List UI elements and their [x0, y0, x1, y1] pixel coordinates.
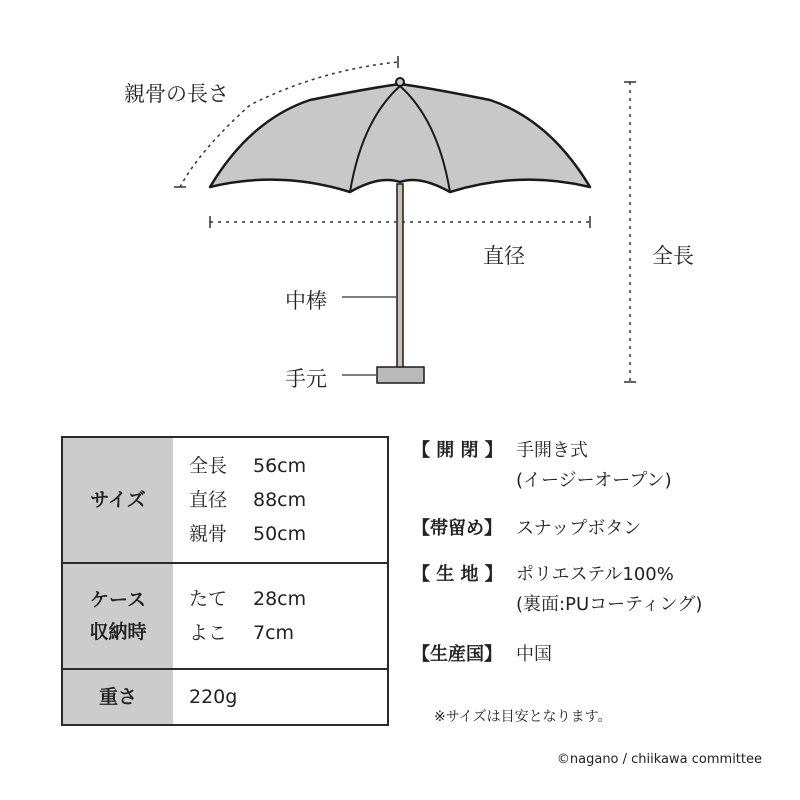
spec-value: 220g — [189, 686, 238, 708]
spec-line — [189, 449, 387, 483]
info-open — [412, 436, 672, 496]
info-line: (裏面:PUコーティング) — [516, 594, 703, 615]
spec-table — [61, 436, 389, 726]
info-line: スナップボタン — [516, 518, 642, 539]
spec-line — [189, 582, 387, 616]
info-value — [516, 560, 702, 620]
spec-key: 親骨 — [189, 523, 228, 545]
spec-body-weight — [173, 670, 387, 724]
shaft-label: 中棒 — [285, 289, 327, 313]
umbrella-handle — [377, 367, 424, 383]
info-fabric — [412, 560, 702, 620]
spec-key: 全長 — [189, 455, 228, 477]
spec-line — [189, 483, 387, 517]
spec-value: 28cm — [253, 588, 307, 610]
spec-line — [189, 680, 387, 714]
spec-line — [189, 517, 387, 551]
info-line: (イージーオープン) — [516, 470, 672, 491]
info-label: 【 生 地 】 — [412, 564, 503, 585]
info-line: 手開き式 — [516, 440, 588, 461]
spec-key: よこ — [189, 622, 228, 644]
spec-key: たて — [189, 588, 228, 610]
info-line: 中国 — [516, 644, 552, 665]
spec-row-weight — [63, 668, 387, 724]
umbrella-shaft — [397, 184, 403, 368]
spec-body-case — [173, 564, 387, 668]
umbrella-canopy — [210, 84, 590, 192]
spec-value: 56cm — [253, 455, 307, 477]
info-label: 【帯留め】 — [412, 518, 502, 539]
spec-value: 88cm — [253, 489, 307, 511]
umbrella-tip — [396, 78, 404, 86]
diameter-label: 直径 — [483, 244, 525, 268]
spec-line — [189, 616, 387, 650]
total-length-label: 全長 — [652, 244, 694, 268]
info-value — [516, 640, 552, 670]
spec-key: 直径 — [189, 489, 228, 511]
info-origin — [412, 640, 552, 670]
copyright: ©nagano / chiikawa committee — [556, 752, 762, 767]
rib-length-label: 親骨の長さ — [124, 82, 229, 106]
info-line: ポリエステル100% — [516, 564, 674, 585]
info-value — [516, 436, 672, 496]
handle-label: 手元 — [285, 367, 327, 391]
spec-row-case — [63, 562, 387, 668]
info-label: 【生産国】 — [412, 644, 502, 665]
spec-row-size — [63, 438, 387, 562]
spec-head-size: サイズ — [63, 438, 173, 562]
spec-head-weight: 重さ — [63, 670, 173, 724]
spec-value: 50cm — [253, 523, 307, 545]
spec-value: 7cm — [253, 622, 295, 644]
spec-head-case: ケース 収納時 — [63, 564, 173, 668]
info-value — [516, 514, 641, 544]
size-note: ※サイズは目安となります。 — [434, 709, 612, 725]
info-strap — [412, 514, 641, 544]
spec-body-size — [173, 438, 387, 562]
info-label: 【 開 閉 】 — [412, 440, 503, 461]
